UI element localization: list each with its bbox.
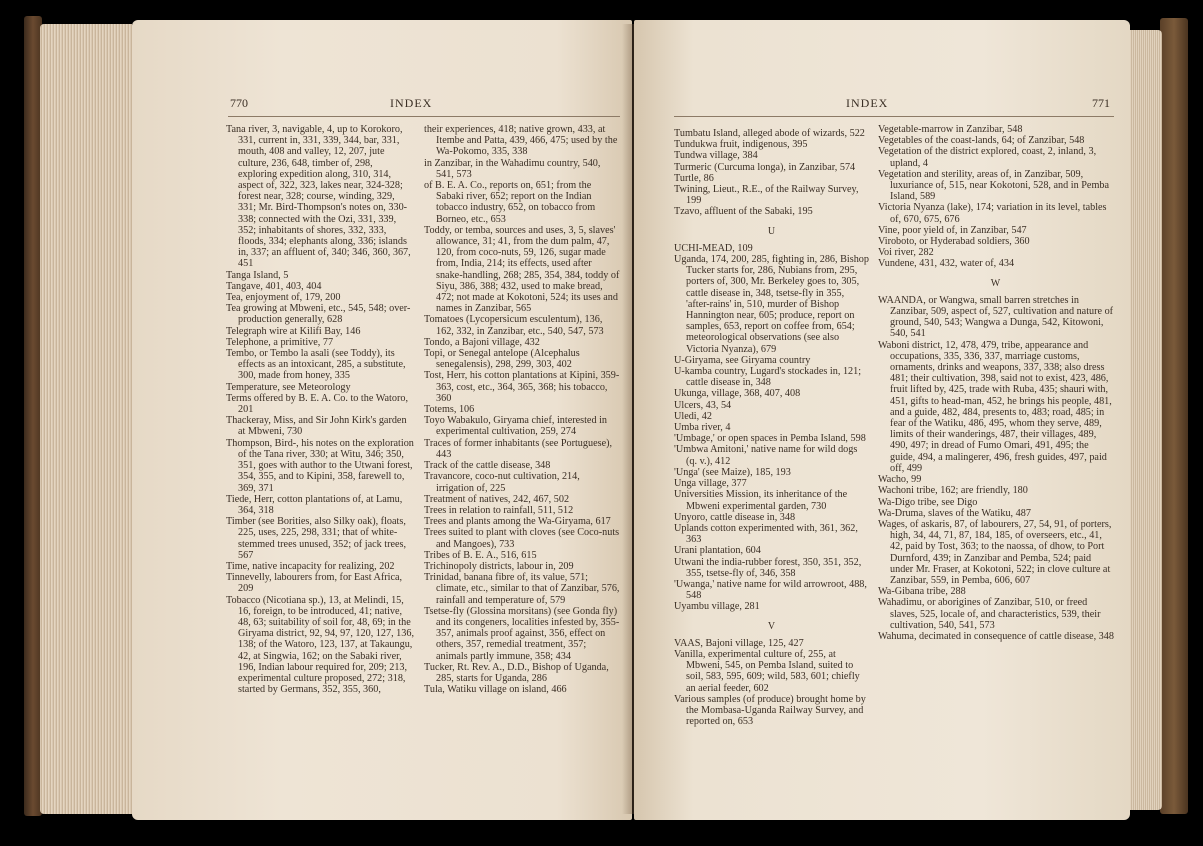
index-entry: Vundene, 431, 432, water of, 434 [878, 258, 1015, 270]
index-entry: Thompson, Bird-, his notes on the exploration of the Tana river, 330; at Witu, 346; 350, 351, goes with author to the Utwani forest, 354, 355, and to Kipini, 358, farewell to, 369, 371 [226, 437, 414, 494]
index-entry: Tana river, 3, navigable, 4, up to Korokoro, 331, current in, 331, 339, 344, bar, 331, mouth, 408 and valley, 12, 207, jute culture, 236, 648, timber of, 298, exploring expedition along, 310, 314, aspect of, 322, 323, lakes near, 324-328; forest near, 328; course, winding, 329, 331; Mr. Bird-Thompson's notes on, 330-338; connected with the Ozi, 331, 339, 352; inhabitants of shores, 332, 333, floods, 334; elephants along, 336; islands in, 337; an affluent of, 340; 346, 360, 367, 451 [226, 124, 411, 270]
index-entry: Trinidad, banana fibre of, its value, 571; climate, etc., similar to that of Zanzibar, 576, rainfall and temperature of, 579 [424, 572, 620, 606]
page-edges-right [1128, 30, 1162, 810]
index-entry: Umba river, 4 [674, 422, 731, 434]
index-entry: UCHI-MEAD, 109 [674, 242, 753, 254]
index-entry: WAANDA, or Wangwa, small barren stretches in Zanzibar, 509, aspect of, 527, cultivation and nature of ground, 540, 543; Wangwa a Dunga, 542, Kitowoni, 540, 541 [878, 294, 1114, 340]
index-entry: Wa-Digo tribe, see Digo [878, 496, 978, 508]
index-entry: Trees and plants among the Wa-Giryama, 617 [424, 516, 611, 528]
index-entry: Tinnevelly, labourers from, for East Africa, 209 [226, 572, 403, 595]
index-entry: Telegraph wire at Kilifi Bay, 146 [226, 325, 361, 337]
index-entry: Viroboto, or Hyderabad soldiers, 360 [878, 236, 1030, 248]
right-header-rule [674, 116, 1114, 117]
index-entry: Treatment of natives, 242, 467, 502 [424, 493, 570, 505]
index-entry: Universities Mission, its inheritance of the Mbweni experimental garden, 730 [674, 489, 848, 512]
index-entry: Unyoro, cattle disease in, 348 [674, 511, 796, 523]
index-entry: Topi, or Senegal antelope (Alcephalus senegalensis), 298, 299, 303, 402 [424, 348, 580, 371]
index-entry: Vanilla, experimental culture of, 255, at Mbweni, 545, on Pemba Island, suited to soil, 583, 595, 609; wild, 583, 601; chiefly an aerial feeder, 602 [674, 648, 860, 694]
left-index-column-1 [226, 124, 414, 695]
index-entry: Tembo, or Tembo la asali (see Toddy), its effects as an intoxicant, 285, a substitute, 300, made from honey, 335 [226, 348, 406, 382]
index-entry: Tundwa village, 384 [674, 150, 758, 162]
index-entry: Tea growing at Mbweni, etc., 545, 548; over-production generally, 628 [226, 303, 411, 326]
left-page-header: INDEX [390, 96, 433, 110]
right-index-column-1 [674, 128, 870, 727]
index-entry: Wages, of askaris, 87, of labourers, 27, 54, 91, of porters, high, 34, 44, 71, 87, 184, 185, of overseers, etc., 41, 42, paid by Tost, 363; to the naossa, of dhow, to Port Durnford, 439; in Zanzibar and Pemba, 524; paid under Mr. Fraser, at Kokotoni, 522; in clove culture at Zanzibar, 559, in Pemba, 606, 607 [878, 518, 1112, 586]
index-entry: Tucker, Rt. Rev. A., D.D., Bishop of Uganda, 285, starts for Uganda, 286 [424, 661, 609, 684]
index-entry: of B. E. A. Co., reports on, 651; from the Sabaki river, 652; report on the Indian tobacco industry, 652, on tobacco from Borneo, etc., 653 [424, 180, 596, 225]
index-entry: Ukunga, village, 368, 407, 408 [674, 388, 801, 400]
index-entry: Tomatoes (Lycopersicum esculentum), 136, 162, 332, in Zanzibar, etc., 540, 547, 573 [424, 314, 604, 337]
right-page [634, 20, 1130, 820]
index-entry: 'Unga' (see Maize), 185, 193 [674, 466, 791, 478]
left-page [132, 20, 632, 820]
left-header-rule [228, 116, 620, 117]
index-entry: VAAS, Bajoni village, 125, 427 [674, 637, 804, 649]
index-entry: Vegetables of the coast-lands, 64; of Zanzibar, 548 [878, 135, 1085, 147]
index-entry: Toddy, or temba, sources and uses, 3, 5, slaves' allowance, 31; 41, from the dum palm, 47, 120, from coco-nuts, 59, 126, sugar made from, India, 214; its effects, used after snake-handling, 268; 285, 354, 384, toddy of Siyu, 386, 388; 432, used to make bread, 472; not made at Kokotoni, 524; its uses and names in Zanzibar, 565 [424, 224, 620, 315]
index-entry: Telephone, a primitive, 77 [226, 336, 334, 348]
index-entry: Totems, 106 [424, 404, 475, 416]
index-entry: Wachoni tribe, 162; are friendly, 180 [878, 485, 1028, 497]
index-entry: their experiences, 418; native grown, 433, at Itembe and Patta, 439, 466, 475; used by the Wa-Pokomo, 335, 338 [424, 124, 618, 158]
index-section-letter: W [990, 277, 1002, 289]
index-entry: Vegetable-marrow in Zanzibar, 548 [878, 124, 1023, 135]
index-entry: Waboni district, 12, 478, 479, tribe, appearance and occupations, 335, 336, 337, marriage customs, ornaments, drinks and weapons, 337, 338; also dress 481; their cultivation, 398, said not to exist, 423, 486, fruit lifted by, 425, trade with Ruba, 435; shauri with, 451, gifts to head-man, 452, he brings his people, 481, and a guide, 482, 484, presents to, 483; road, 485; in fear of the Watiku, 486, 495, whom they serve, 489, limits of their wanderings, 487, their villages, 489, 490, 497; in dread of Fumo Omari, 491, 495; the guide, 494, a malingerer, 496, fresh guides, 497, paid off, 499 [878, 339, 1112, 474]
book-cover-right [1160, 18, 1188, 814]
index-entry: Tumbatu Island, alleged abode of wizards, 522 [674, 128, 865, 139]
index-entry: Turtle, 86 [674, 172, 714, 184]
index-entry: Tobacco (Nicotiana sp.), 13, at Melindi, 15, 16, foreign, to be introduced, 41; native, 48, 63; suitability of soil for, 48, 69; in the Giryama district, 92, 94, 97, 120, 127, 136, 138; of the Watoro, 123, 137, at Takaungu, 42, at Singwia, 162; on the Sabaki river, 196, Indian labour required for, 209; 213, experimental culture proposed, 272; 318, started by Germans, 352, 355, 360, [226, 594, 414, 696]
index-entry: Tundukwa fruit, indigenous, 395 [674, 139, 808, 151]
index-entry: Vine, poor yield of, in Zanzibar, 547 [878, 224, 1027, 236]
index-entry: Wahadimu, or aborigines of Zanzibar, 510, or freed slaves, 525, locale of, and characteristics, 539, their cultivation, 540, 541, 573 [878, 597, 1101, 631]
index-entry: Wahuma, decimated in consequence of cattle disease, 348 [878, 630, 1114, 642]
index-entry: Various samples (of produce) brought home by the Mombasa-Uganda Railway Survey, and reported on, 653 [674, 693, 866, 728]
index-entry: Tula, Watiku village on island, 466 [424, 684, 567, 696]
index-entry: Tondo, a Bajoni village, 432 [424, 336, 540, 348]
index-entry: Uyambu village, 281 [674, 601, 760, 613]
index-section-letter: V [767, 620, 777, 632]
index-entry: Travancore, coco-nut cultivation, 214, irrigation of, 225 [424, 471, 580, 494]
right-index-column-2 [878, 124, 1114, 642]
index-entry: Urani plantation, 604 [674, 545, 761, 557]
index-entry: Tost, Herr, his cotton plantations at Kipini, 359-363, cost, etc., 364, 365, 368; his tobacco, 360 [424, 370, 620, 404]
index-entry: Uganda, 174, 200, 285, fighting in, 286, Bishop Tucker starts for, 286, Nubians from, 295, porters of, 300, Mr. Berkeley goes to, 305, cattle disease in, 348, tsetse-fly in 355, 'after-rains' in, 510, murder of Bishop Hannington near, 605; produce, report on samples, 653, report on coffee from, 654; meteorological observations (see also Victoria Nyanza), 679 [674, 254, 869, 355]
index-entry: 'Umbwa Amitoni,' native name for wild dogs (q. v.), 412 [674, 444, 858, 467]
index-entry: Twining, Lieut., R.E., of the Railway Survey, 199 [674, 184, 859, 207]
index-entry: Tzavo, affluent of the Sabaki, 195 [674, 206, 813, 218]
index-entry: Tea, enjoyment of, 179, 200 [226, 292, 341, 304]
index-section-letter: U [767, 225, 777, 237]
left-page-number: 770 [230, 96, 248, 110]
page-edges-left [40, 24, 132, 814]
index-entry: Tiede, Herr, cotton plantations of, at Lamu, 364, 318 [226, 493, 403, 516]
index-entry: Tanga Island, 5 [226, 269, 289, 281]
index-entry: Track of the cattle disease, 348 [424, 460, 551, 472]
index-entry: Toyo Wabakulo, Giryama chief, interested in experimental cultivation, 259, 274 [424, 415, 608, 438]
index-entry: Uplands cotton experimented with, 361, 362, 363 [674, 522, 858, 546]
index-entry: Time, native incapacity for realizing, 202 [226, 560, 395, 572]
index-entry: Vegetation and sterility, areas of, in Zanzibar, 509, luxuriance of, 515, near Kokotoni, 528, and in Pemba Island, 589 [878, 168, 1109, 203]
index-entry: 'Umbage,' or open spaces in Pemba Island, 598 [674, 433, 866, 445]
index-entry: Trichinopoly districts, labour in, 209 [424, 560, 574, 572]
index-entry: Voi river, 282 [878, 247, 934, 259]
index-entry: Unga village, 377 [674, 478, 747, 490]
index-entry: 'Uwanga,' native name for wild arrowroot, 488, 548 [674, 578, 867, 602]
index-entry: Turmeric (Curcuma longa), in Zanzibar, 574 [674, 161, 856, 173]
right-page-header: INDEX [846, 96, 889, 110]
index-entry: Tribes of B. E. A., 516, 615 [424, 549, 537, 561]
index-entry: Wacho, 99 [878, 474, 922, 486]
index-entry: Trees in relation to rainfall, 511, 512 [424, 504, 574, 516]
left-index-column-2 [424, 124, 620, 695]
index-entry: Ulcers, 43, 54 [674, 399, 732, 411]
index-entry: Timber (see Borities, also Silky oak), floats, 225, uses, 225, 298, 331; that of white-stemmed trees unused, 352; of jack trees, 567 [226, 516, 407, 561]
index-entry: Temperature, see Meteorology [226, 381, 351, 393]
index-entry: Victoria Nyanza (lake), 174; variation in its level, tables of, 670, 675, 676 [878, 202, 1107, 225]
index-entry: Traces of former inhabitants (see Portuguese), 443 [424, 437, 613, 460]
index-entry: Tangave, 401, 403, 404 [226, 280, 322, 292]
index-entry: Trees suited to plant with cloves (see Coco-nuts and Mangoes), 733 [424, 527, 620, 550]
index-entry: in Zanzibar, in the Wahadimu country, 540, 541, 573 [424, 157, 601, 180]
index-entry: Wa-Gibana tribe, 288 [878, 586, 966, 598]
index-entry: Uledi, 42 [674, 410, 712, 422]
index-entry: Terms offered by B. E. A. Co. to the Watoro, 201 [226, 392, 408, 416]
index-entry: Wa-Druma, slaves of the Watiku, 487 [878, 507, 1031, 519]
index-entry: Thackeray, Miss, and Sir John Kirk's garden at Mbweni, 730 [226, 415, 407, 438]
index-entry: Vegetation of the district explored, coast, 2, inland, 3, upland, 4 [878, 146, 1097, 169]
index-entry: U-Giryama, see Giryama country [674, 354, 811, 366]
index-entry: Tsetse-fly (Glossina morsitans) (see Gonda fly) and its congeners, localities infested by, 355-357, animals proof against, 356, effect on others, 357, remedial treatment, 357; animals partly immune, 358; 434 [424, 605, 620, 662]
index-entry: U-kamba country, Lugard's stockades in, 121; cattle disease in, 348 [674, 366, 862, 389]
index-entry: Utwani the india-rubber forest, 350, 351, 352, 355, tsetse-fly of, 346, 358 [674, 556, 862, 579]
right-page-number: 771 [1092, 96, 1110, 110]
